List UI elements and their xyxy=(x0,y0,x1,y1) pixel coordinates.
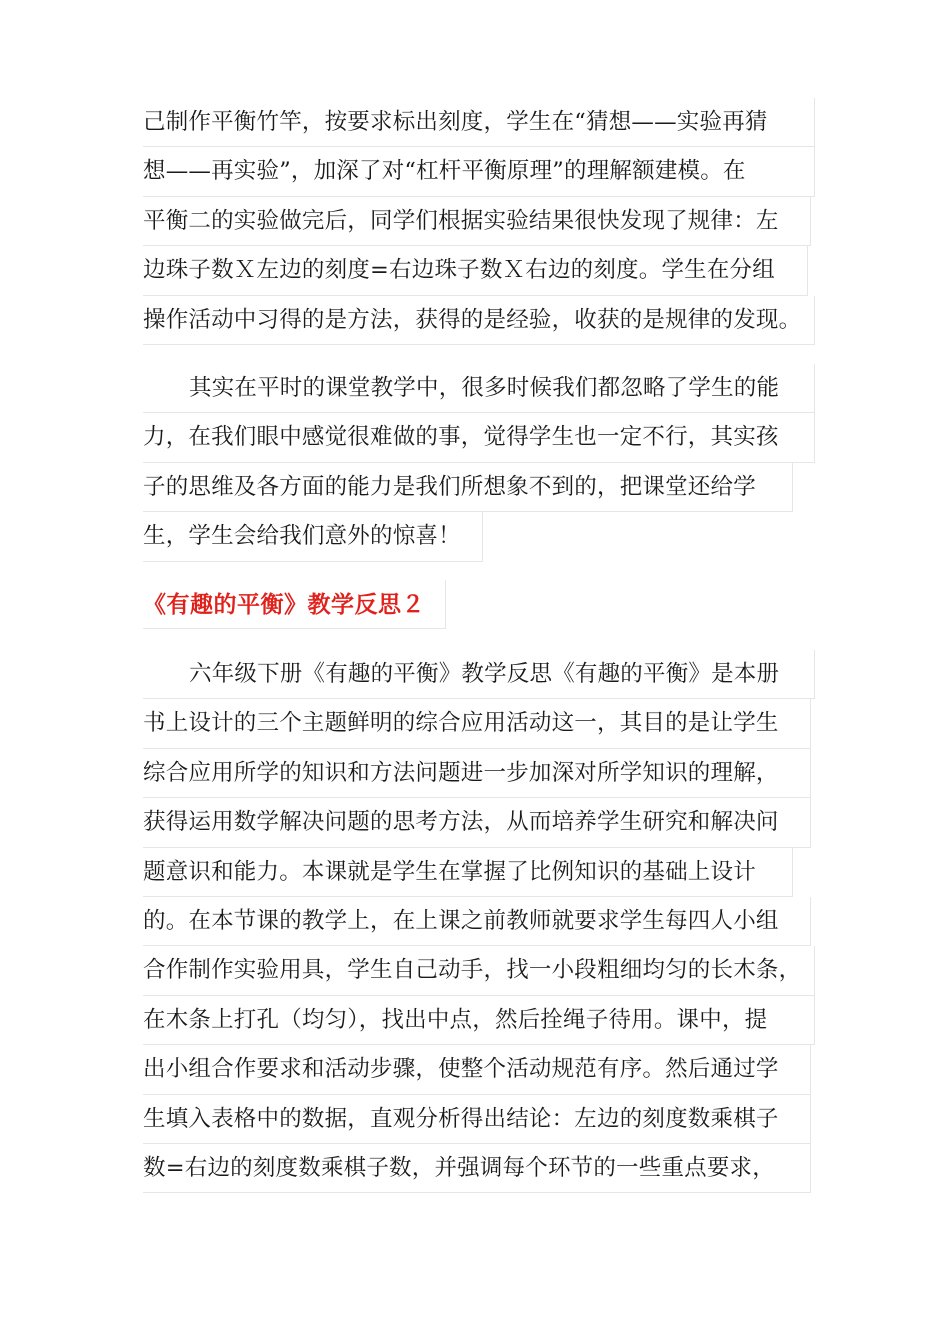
text-line: 数=右边的刻度数乘棋子数，并强调每个环节的一些重点要求， xyxy=(143,1144,811,1193)
text-line: 子的思维及各方面的能力是我们所想象不到的，把课堂还给学 xyxy=(143,463,793,512)
paragraph-2 xyxy=(143,364,823,562)
text-line: 综合应用所学的知识和方法问题进一步加深对所学知识的理解， xyxy=(143,749,811,798)
section-heading: 《有趣的平衡》教学反思２ xyxy=(143,580,446,629)
text-line: 书上设计的三个主题鲜明的综合应用活动这一，其目的是让学生 xyxy=(143,699,811,748)
text-line: 的。在本节课的教学上，在上课之前教师就要求学生每四人小组 xyxy=(143,897,811,946)
text-line: 题意识和能力。本课就是学生在掌握了比例知识的基础上设计 xyxy=(143,848,793,897)
text-line: 出小组合作要求和活动步骤，使整个活动规范有序。然后通过学 xyxy=(143,1045,811,1094)
text-line: 获得运用数学解决问题的思考方法，从而培养学生研究和解决问 xyxy=(143,798,811,847)
paragraph-3 xyxy=(143,650,823,1193)
text-line: 生填入表格中的数据，直观分析得出结论：左边的刻度数乘棋子 xyxy=(143,1095,811,1144)
text-line: 己制作平衡竹竿，按要求标出刻度，学生在“猜想——实验再猜 xyxy=(143,98,815,147)
text-line: 生，学生会给我们意外的惊喜！ xyxy=(143,512,483,561)
text-line: 平衡二的实验做完后，同学们根据实验结果很快发现了规律：左 xyxy=(143,197,811,246)
text-line: 操作活动中习得的是方法，获得的是经验，收获的是规律的发现。 xyxy=(143,296,815,345)
text-line: 想——再实验”，加深了对“杠杆平衡原理”的理解额建模。在 xyxy=(143,147,815,196)
text-line: 合作制作实验用具，学生自己动手，找一小段粗细均匀的长木条， xyxy=(143,946,815,995)
text-line: 力，在我们眼中感觉很难做的事，觉得学生也一定不行，其实孩 xyxy=(143,413,815,462)
text-line: 在木条上打孔（均匀），找出中点，然后拴绳子待用。课中，提 xyxy=(143,996,815,1045)
text-line: 边珠子数Ｘ左边的刻度=右边珠子数Ｘ右边的刻度。学生在分组 xyxy=(143,246,808,295)
text-line: 其实在平时的课堂教学中，很多时候我们都忽略了学生的能 xyxy=(143,364,815,413)
text-line: 六年级下册《有趣的平衡》教学反思《有趣的平衡》是本册 xyxy=(143,650,815,699)
paragraph-1 xyxy=(143,98,823,345)
